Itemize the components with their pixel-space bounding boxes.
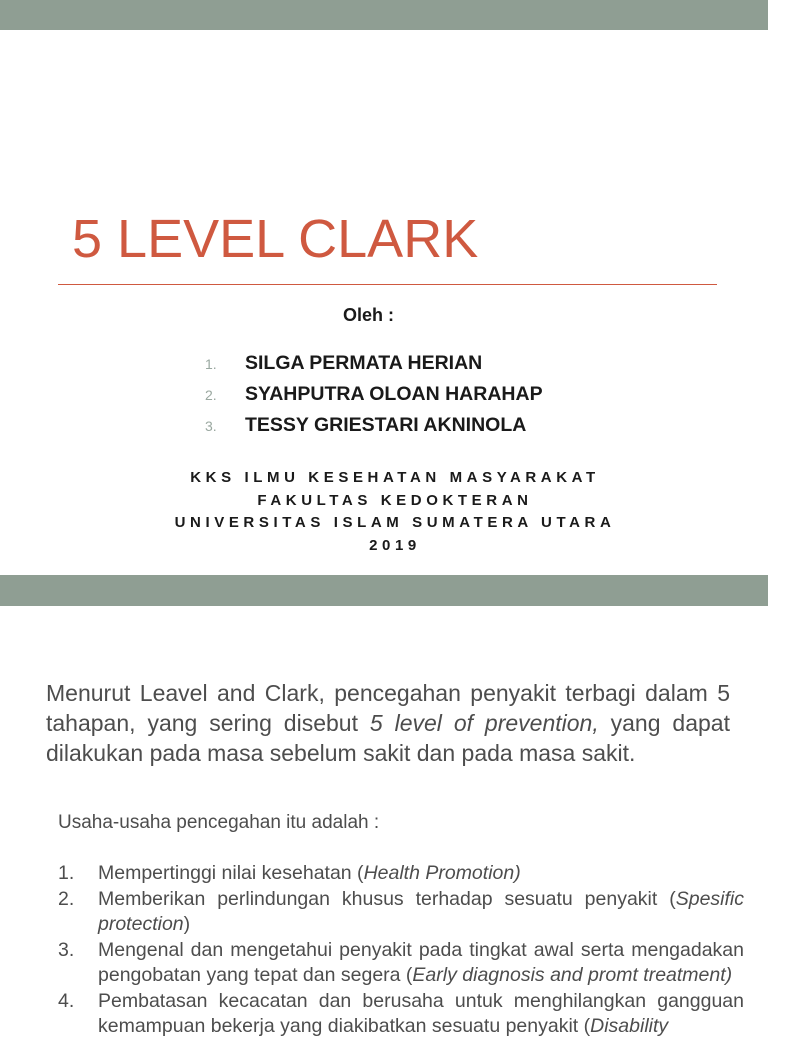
top-divider-bar [0, 0, 768, 30]
item-text-main: Memberikan perlindungan khusus terhadap sesuatu penyakit ( [98, 887, 676, 910]
prevention-list [58, 861, 744, 1040]
item-text-italic: Health Promotion) [363, 862, 521, 884]
list-item [58, 989, 744, 1040]
item-number: 2. [58, 887, 75, 910]
item-text-italic: Spesific protection [98, 887, 744, 935]
intro-paragraph [46, 678, 730, 768]
title-underline [58, 284, 717, 285]
author-item [205, 348, 543, 379]
item-text-main: Pembatasan kecacatan dan berusaha untuk menghilangkan gangguan kemampuan bekerja yang diakibatkan sesuatu penyakit ( [98, 989, 744, 1037]
list-item [58, 861, 744, 887]
intro-italic: 5 level of prevention, [369, 710, 599, 736]
title-slide [0, 30, 768, 575]
institution-line: UNIVERSITAS ISLAM SUMATERA UTARA [174, 514, 616, 531]
institution-line: KKS ILMU KESEHATAN MASYARAKAT [190, 469, 600, 486]
item-text-italic: Disability [590, 1015, 669, 1037]
item-text [98, 938, 744, 989]
author-name: TESSY GRIESTARI AKNINOLA [245, 414, 527, 436]
author-number: 2. [205, 386, 217, 403]
prevention-heading: Usaha-usaha pencegahan itu adalah : [58, 812, 380, 833]
institution-line: FAKULTAS KEDOKTERAN [257, 491, 533, 509]
item-text-italic: Early diagnosis and promt treatment) [412, 964, 733, 986]
item-text-main: Mempertinggi nilai kesehatan ( [98, 862, 364, 884]
author-item [205, 410, 543, 441]
item-number: 4. [58, 989, 75, 1012]
slide-title: 5 LEVEL CLARK [72, 209, 479, 269]
intro-text-end: yang dapat dilakukan pada masa sebelum sakit dan pada masa sakit. [46, 710, 730, 766]
list-item [58, 938, 744, 989]
item-text-end: ) [183, 913, 191, 935]
author-name: SILGA PERMATA HERIAN [245, 352, 483, 374]
item-text [98, 861, 744, 887]
list-item [58, 887, 744, 938]
item-text-main: Mengenal dan mengetahui penyakit pada tingkat awal serta mengadakan pengobatan yang tepat dan segera ( [98, 938, 744, 986]
institution-year: 2019 [369, 536, 421, 554]
item-number: 1. [58, 862, 75, 884]
item-number: 3. [58, 938, 75, 961]
slide-divider-bar [0, 575, 768, 606]
author-item [205, 379, 543, 410]
intro-text: Menurut Leavel and Clark, pencegahan penyakit terbagi dalam 5 tahapan, yang sering disebut [46, 680, 730, 736]
author-number: 3. [205, 417, 217, 434]
content-slide [0, 606, 768, 1037]
item-text [98, 989, 744, 1040]
institution-block [0, 467, 790, 557]
author-number: 1. [205, 355, 217, 372]
author-name: SYAHPUTRA OLOAN HARAHAP [245, 383, 543, 405]
author-label: Oleh : [343, 305, 395, 325]
author-list [205, 348, 543, 441]
item-text [98, 887, 744, 938]
